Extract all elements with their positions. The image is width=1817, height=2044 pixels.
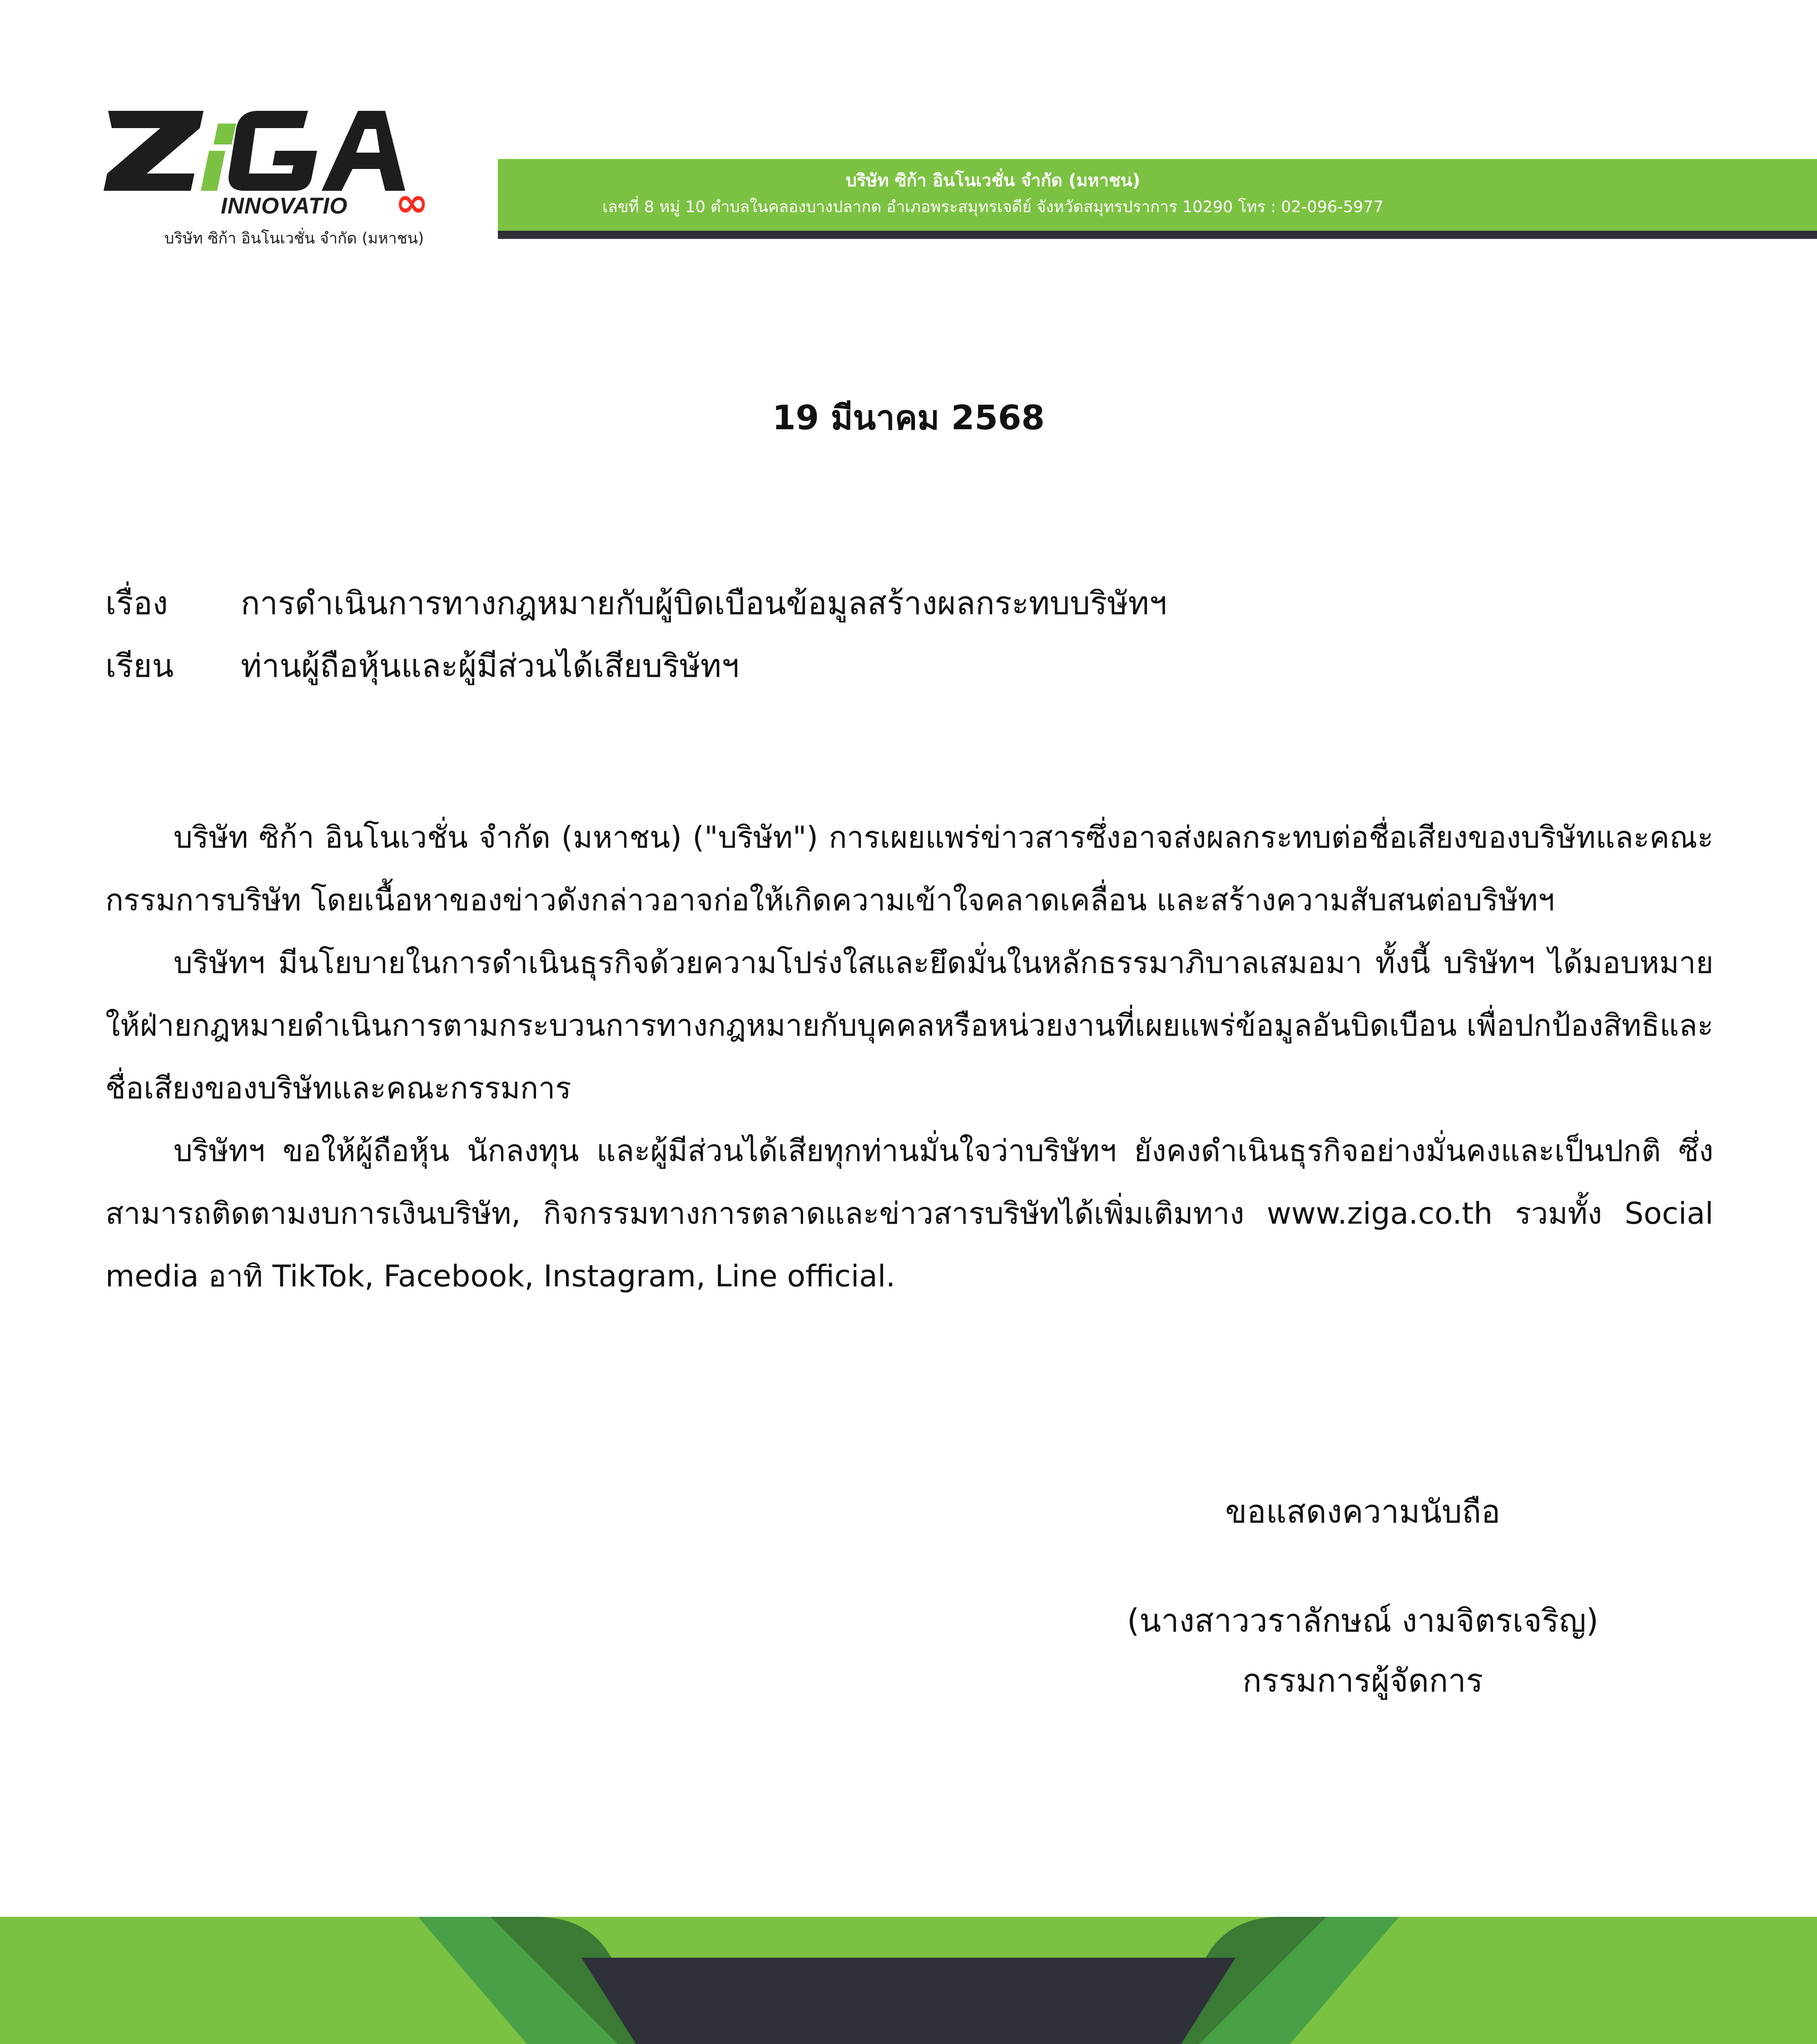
header-company-name: บริษัท ซิก้า อินโนเวชั่น จำกัด (มหาชน): [845, 170, 1141, 190]
letter-date: 19 มีนาคม 2568: [772, 398, 1045, 437]
body-paragraph: บริษัทฯ ขอให้ผู้ถือหุ้น นักลงทุน และผู้มีส่วนได้เสียทุกท่านมั่นใจว่าบริษัทฯ ยังคงดำเนินธุรกิจอย่างมั่นคงและเป็นปกติ ซึ่งสามารถติดตามงบการเงินบริษัท, กิจกรรมทางการตลาดและข่าวสารบริษัทได้เพิ่มเติมทาง www.ziga.co.th รวมทั้ง Social media อาทิ TikTok, Facebook, Instagram, Line official.: [105, 1133, 1713, 1294]
recipient-text: ท่านผู้ถือหุ้นและผู้มีส่วนได้เสียบริษัทฯ: [241, 647, 740, 685]
logo-caption: บริษัท ซิก้า อินโนเวชั่น จำกัด (มหาชน): [164, 229, 424, 248]
company-logo: [104, 105, 435, 251]
footer-decoration: [0, 1917, 1817, 2044]
closing-text: ขอแสดงความนับถือ: [1225, 1493, 1500, 1530]
infinity-icon: ∞: [395, 179, 429, 226]
subject-text: การดำเนินการทางกฎหมายกับผู้บิดเบือนข้อมูลสร้างผลกระทบบริษัทฯ: [241, 585, 1167, 622]
subject-label: เรื่อง: [105, 585, 168, 622]
header-address: เลขที่ 8 หมู่ 10 ตำบลในคลองบางปลากด อำเภอพระสมุทรเจดีย์ จังหวัดสมุทรปราการ 10290 โทร : 02-096-5977: [602, 198, 1384, 216]
signer-title: กรรมการผู้จัดการ: [1242, 1662, 1483, 1699]
signer-name: (นางสาววราลักษณ์ งามจิตรเจริญ): [1127, 1602, 1599, 1639]
ziga-wordmark: [104, 105, 435, 196]
footer-center-band: [581, 1958, 1236, 2044]
body-paragraph: บริษัท ซิก้า อินโนเวชั่น จำกัด (มหาชน) ("บริษัท") การเผยแพร่ข่าวสารซึ่งอาจส่งผลกระทบต่อชื่อเสียงของบริษัทและคณะกรรมการบริษัท โดยเนื้อหาของข่าวดังกล่าวอาจก่อให้เกิดความเข้าใจคลาดเคลื่อน และสร้างความสับสนต่อบริษัทฯ: [105, 820, 1713, 918]
body-paragraph: บริษัทฯ มีนโยบายในการดำเนินธุรกิจด้วยความโปร่งใสและยึดมั่นในหลักธรรมาภิบาลเสมอมา ทั้งนี้ บริษัทฯ ได้มอบหมายให้ฝ่ายกฎหมายดำเนินการตามกระบวนการทางกฎหมายกับบุคคลหรือหน่วยงานที่เผยแพร่ข้อมูลอันบิดเบือน เพื่อปกป้องสิทธิและชื่อเสียงของบริษัทและคณะกรรมการ: [105, 945, 1713, 1106]
logo-innovation-text: INNOVATIO: [221, 193, 348, 218]
header-rule: [498, 231, 1817, 239]
letter-body: [105, 806, 1713, 1308]
recipient-label: เรียน: [105, 647, 174, 685]
